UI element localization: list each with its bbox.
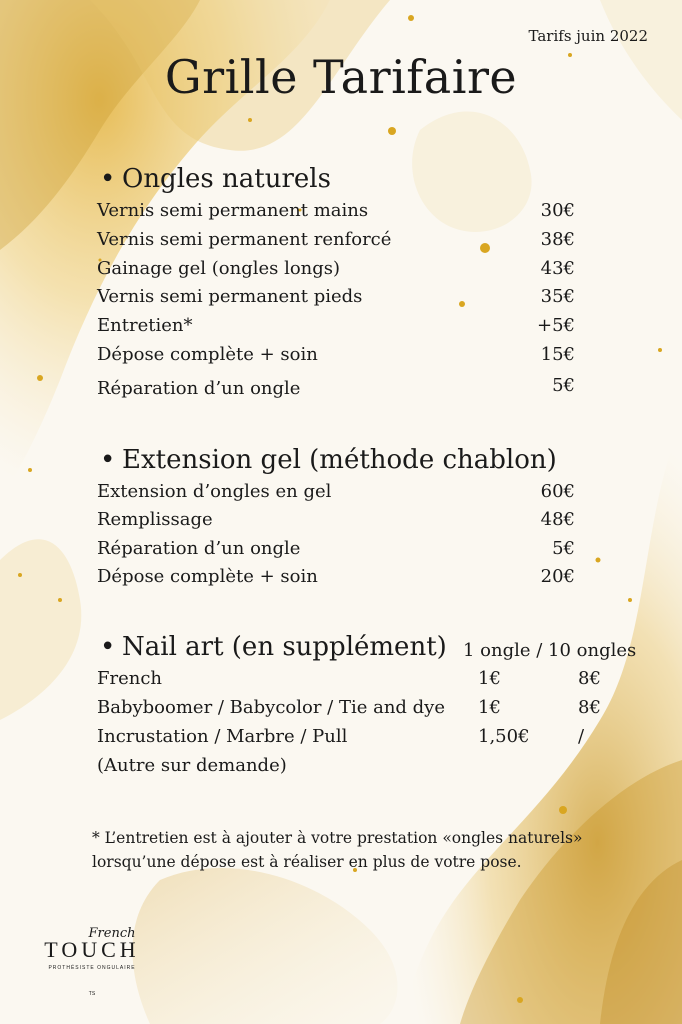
logo-mark: TS bbox=[88, 991, 96, 997]
bullet-icon: • bbox=[100, 164, 116, 194]
service-price: 38€ bbox=[540, 229, 575, 250]
price-row bbox=[97, 481, 575, 507]
service-name: Dépose complète + soin bbox=[97, 344, 318, 365]
price-row bbox=[97, 286, 575, 312]
tariff-date: Tarifs juin 2022 bbox=[528, 27, 648, 45]
price-one-nail: 1€ bbox=[478, 697, 501, 718]
price-one-nail: 1,50€ bbox=[478, 726, 530, 747]
price-one-nail: 1€ bbox=[478, 668, 501, 689]
service-name: Vernis semi permanent mains bbox=[97, 200, 369, 221]
french-touch-logo bbox=[37, 926, 147, 997]
logo-tagline: PROTHÉSISTE ONGULAIRE bbox=[48, 965, 136, 971]
service-name: Extension d’ongles en gel bbox=[97, 481, 332, 502]
price-ten-nails: 8€ bbox=[578, 697, 601, 718]
service-price: 35€ bbox=[540, 286, 575, 307]
price-row bbox=[97, 375, 575, 401]
logo-script: French bbox=[88, 926, 136, 941]
service-price: 60€ bbox=[540, 481, 575, 502]
service-price: 43€ bbox=[540, 258, 575, 279]
section-heading-ongles-naturels bbox=[100, 164, 331, 194]
service-name: Entretien* bbox=[97, 315, 193, 336]
price-ten-nails: / bbox=[578, 726, 585, 747]
service-price: 15€ bbox=[540, 344, 575, 365]
price-row bbox=[97, 538, 575, 564]
service-name: Babyboomer / Babycolor / Tie and dye bbox=[97, 697, 446, 718]
service-price: +5€ bbox=[537, 315, 575, 336]
service-price: 5€ bbox=[552, 538, 575, 559]
section-title: Nail art (en supplément) bbox=[122, 632, 447, 662]
price-row bbox=[97, 258, 575, 284]
service-price: 48€ bbox=[540, 509, 575, 530]
service-price: 30€ bbox=[540, 200, 575, 221]
logo-wordmark: TOUCH bbox=[44, 937, 140, 962]
service-name: Incrustation / Marbre / Pull bbox=[97, 726, 348, 747]
service-name: Vernis semi permanent renforcé bbox=[97, 229, 392, 250]
price-row bbox=[97, 509, 575, 535]
price-row bbox=[97, 229, 575, 255]
service-name: (Autre sur demande) bbox=[97, 755, 287, 776]
price-row bbox=[97, 344, 575, 370]
service-name: French bbox=[97, 668, 163, 689]
section-heading-extension-gel bbox=[100, 445, 557, 475]
service-name: Réparation d’un ongle bbox=[97, 538, 301, 559]
price-row bbox=[97, 200, 575, 226]
service-name: Réparation d’un ongle bbox=[97, 378, 301, 399]
section-title: Extension gel (méthode chablon) bbox=[122, 445, 557, 475]
footnote: * L’entretien est à ajouter à votre prestation «ongles naturels» lorsqu’une dépose est à réaliser en plus de votre pose. bbox=[92, 829, 583, 871]
price-ten-nails: 8€ bbox=[578, 668, 601, 689]
section-heading-nail-art bbox=[100, 632, 447, 662]
service-name: Dépose complète + soin bbox=[97, 566, 318, 587]
price-row bbox=[97, 566, 575, 592]
service-name: Remplissage bbox=[97, 509, 213, 530]
service-price: 20€ bbox=[540, 566, 575, 587]
service-name: Vernis semi permanent pieds bbox=[97, 286, 363, 307]
nail-art-column-header: 1 ongle / 10 ongles bbox=[463, 640, 637, 661]
service-name: Gainage gel (ongles longs) bbox=[97, 258, 341, 279]
section-title: Ongles naturels bbox=[122, 164, 331, 194]
service-price: 5€ bbox=[552, 375, 575, 396]
price-row bbox=[97, 315, 575, 341]
page-title: Grille Tarifaire bbox=[164, 50, 518, 104]
bullet-icon: • bbox=[100, 632, 116, 662]
bullet-icon: • bbox=[100, 445, 116, 475]
